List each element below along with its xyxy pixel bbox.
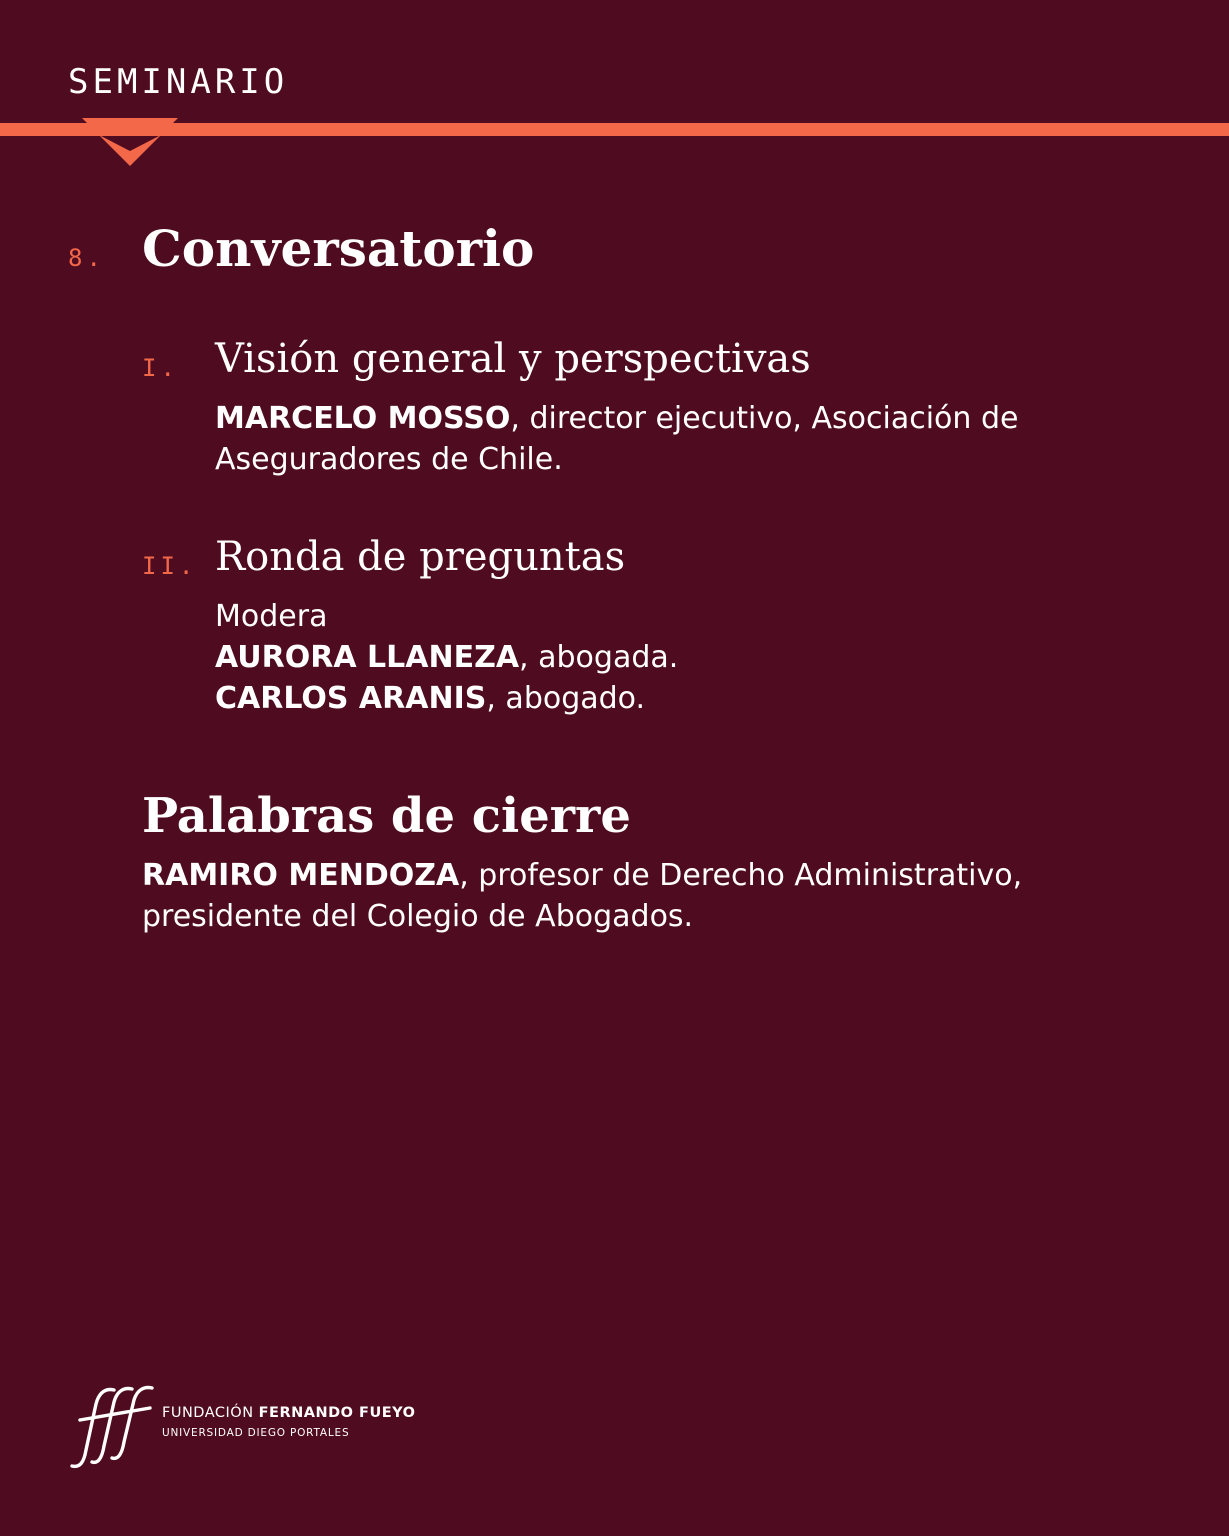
item-number: II.	[142, 552, 198, 580]
item-title: Visión general y perspectivas	[215, 336, 811, 382]
speaker-role: , abogado.	[486, 681, 646, 716]
divider-line	[0, 123, 1229, 136]
header-label: SEMINARIO	[68, 62, 289, 102]
speaker-name: CARLOS ARANIS	[215, 681, 487, 716]
closing-description	[142, 855, 1022, 937]
item-description	[215, 398, 1018, 480]
section-title: Conversatorio	[142, 219, 535, 278]
speaker-role: presidente del Colegio de Abogados.	[142, 899, 694, 934]
org-prefix: FUNDACIÓN	[162, 1405, 254, 1421]
speaker-role: , abogada.	[519, 640, 679, 675]
section-number: 8.	[68, 244, 105, 272]
item-description	[215, 596, 678, 719]
fff-monogram-icon	[66, 1384, 158, 1472]
speaker-role: , profesor de Derecho Administrativo,	[459, 858, 1023, 893]
speaker-role: Aseguradores de Chile.	[215, 442, 563, 477]
closing-title: Palabras de cierre	[142, 788, 631, 844]
speaker-name: RAMIRO MENDOZA	[142, 858, 460, 893]
item-title: Ronda de preguntas	[215, 534, 626, 580]
speaker-name: AURORA LLANEZA	[215, 640, 520, 675]
speaker-role: , director ejecutivo, Asociación de	[510, 401, 1019, 436]
speaker-name: MARCELO MOSSO	[215, 401, 511, 436]
university-name: UNIVERSIDAD DIEGO PORTALES	[162, 1427, 350, 1439]
org-name: FERNANDO FUEYO	[258, 1405, 416, 1421]
header-divider	[0, 118, 1229, 172]
moderator-label: Modera	[215, 599, 328, 634]
footer-organization	[162, 1402, 415, 1442]
item-number: I.	[142, 354, 179, 382]
